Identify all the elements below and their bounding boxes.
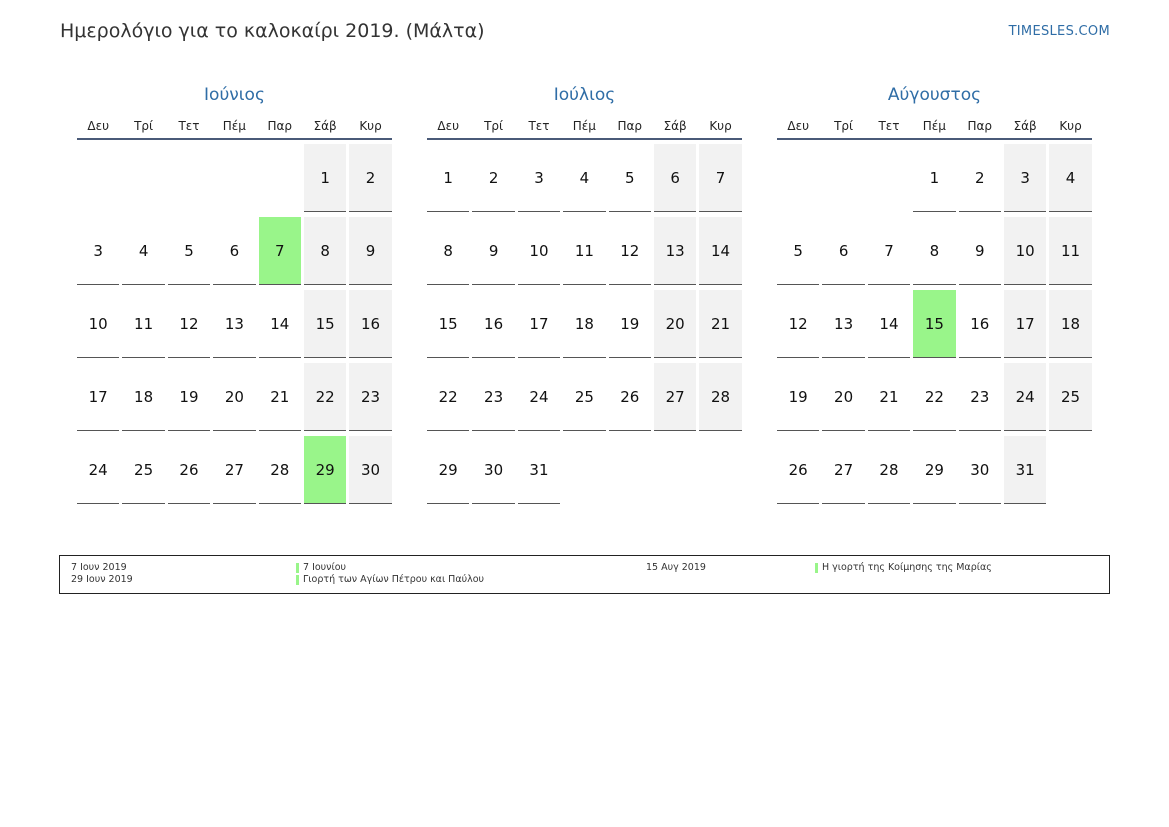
day-cell: 13 bbox=[654, 217, 696, 285]
empty-cell bbox=[77, 144, 119, 212]
week-row bbox=[777, 217, 1092, 285]
day-cell: 21 bbox=[699, 290, 741, 358]
day-cell: 31 bbox=[518, 436, 560, 504]
day-cell: 12 bbox=[168, 290, 210, 358]
day-cell: 19 bbox=[777, 363, 819, 431]
weekday-label: Δευ bbox=[437, 119, 460, 133]
day-cell: 2 bbox=[472, 144, 514, 212]
day-cell: 23 bbox=[959, 363, 1001, 431]
day-cell: 1 bbox=[427, 144, 469, 212]
day-cell: 15 bbox=[304, 290, 346, 358]
weekday-label: Δευ bbox=[787, 119, 810, 133]
day-cell: 1 bbox=[913, 144, 955, 212]
weekday-label: Τρί bbox=[484, 119, 504, 133]
empty-cell bbox=[122, 144, 164, 212]
weekday-header bbox=[777, 116, 1092, 140]
legend-holiday-name: Η γιορτή της Κοίμησης της Μαρίας bbox=[815, 562, 992, 574]
week-row bbox=[77, 363, 392, 431]
day-cell: 10 bbox=[518, 217, 560, 285]
day-cell: 29 bbox=[304, 436, 346, 504]
day-cell: 15 bbox=[913, 290, 955, 358]
day-cell: 27 bbox=[213, 436, 255, 504]
day-cell: 6 bbox=[654, 144, 696, 212]
day-cell: 30 bbox=[472, 436, 514, 504]
weekday-label: Πέμ bbox=[922, 119, 946, 133]
weekday-label: Πέμ bbox=[222, 119, 246, 133]
day-cell: 20 bbox=[213, 363, 255, 431]
day-grid bbox=[777, 144, 1092, 504]
day-cell: 2 bbox=[349, 144, 391, 212]
week-row bbox=[77, 290, 392, 358]
weekday-label: Σάβ bbox=[663, 119, 687, 133]
empty-cell bbox=[213, 144, 255, 212]
week-row bbox=[777, 144, 1092, 212]
day-cell: 29 bbox=[427, 436, 469, 504]
weekday-header bbox=[77, 116, 392, 140]
empty-cell bbox=[168, 144, 210, 212]
week-row bbox=[777, 363, 1092, 431]
weekday-label: Δευ bbox=[87, 119, 110, 133]
weekday-label: Τετ bbox=[528, 119, 550, 133]
month-calendar bbox=[77, 84, 392, 509]
week-row bbox=[427, 217, 742, 285]
day-cell: 13 bbox=[213, 290, 255, 358]
day-cell: 21 bbox=[259, 363, 301, 431]
day-cell: 9 bbox=[959, 217, 1001, 285]
day-cell: 17 bbox=[77, 363, 119, 431]
week-row bbox=[77, 217, 392, 285]
weekday-label: Παρ bbox=[617, 119, 643, 133]
weekday-label: Κυρ bbox=[1059, 119, 1082, 133]
day-cell: 26 bbox=[609, 363, 651, 431]
day-cell: 5 bbox=[168, 217, 210, 285]
day-cell: 24 bbox=[77, 436, 119, 504]
day-cell: 7 bbox=[259, 217, 301, 285]
weekday-label: Τρί bbox=[134, 119, 154, 133]
day-cell: 13 bbox=[822, 290, 864, 358]
day-cell: 17 bbox=[518, 290, 560, 358]
legend-date: 29 Ιουν 2019 bbox=[71, 574, 133, 585]
week-row bbox=[427, 290, 742, 358]
day-cell: 3 bbox=[518, 144, 560, 212]
day-cell: 25 bbox=[1049, 363, 1091, 431]
day-cell: 12 bbox=[609, 217, 651, 285]
day-cell: 31 bbox=[1004, 436, 1046, 504]
day-cell: 16 bbox=[349, 290, 391, 358]
legend-holiday-name: 7 Ιουνίου bbox=[296, 562, 346, 574]
day-cell: 7 bbox=[868, 217, 910, 285]
day-cell: 27 bbox=[822, 436, 864, 504]
empty-cell bbox=[822, 144, 864, 212]
day-cell: 22 bbox=[304, 363, 346, 431]
day-cell: 23 bbox=[472, 363, 514, 431]
day-cell: 18 bbox=[1049, 290, 1091, 358]
day-grid bbox=[77, 144, 392, 504]
day-cell: 24 bbox=[518, 363, 560, 431]
legend-holiday-name: Γιορτή των Αγίων Πέτρου και Παύλου bbox=[296, 574, 484, 586]
month-name: Αύγουστος bbox=[887, 85, 982, 105]
day-cell: 26 bbox=[777, 436, 819, 504]
day-cell: 9 bbox=[349, 217, 391, 285]
weekday-label: Πέμ bbox=[572, 119, 596, 133]
empty-cell bbox=[868, 144, 910, 212]
weekday-label: Σάβ bbox=[313, 119, 337, 133]
day-cell: 26 bbox=[168, 436, 210, 504]
day-cell: 12 bbox=[777, 290, 819, 358]
legend-date: 15 Αυγ 2019 bbox=[646, 562, 706, 573]
weekday-label: Κυρ bbox=[359, 119, 382, 133]
day-cell: 3 bbox=[77, 217, 119, 285]
day-cell: 2 bbox=[959, 144, 1001, 212]
day-cell: 15 bbox=[427, 290, 469, 358]
day-cell: 8 bbox=[913, 217, 955, 285]
day-cell: 20 bbox=[822, 363, 864, 431]
day-cell: 5 bbox=[777, 217, 819, 285]
day-grid bbox=[427, 144, 742, 504]
day-cell: 5 bbox=[609, 144, 651, 212]
day-cell: 30 bbox=[959, 436, 1001, 504]
weekday-label: Τετ bbox=[178, 119, 200, 133]
site-link[interactable]: TIMESLES.COM bbox=[1008, 24, 1110, 39]
empty-cell bbox=[259, 144, 301, 212]
empty-cell bbox=[699, 436, 741, 504]
day-cell: 22 bbox=[427, 363, 469, 431]
day-cell: 16 bbox=[472, 290, 514, 358]
day-cell: 29 bbox=[913, 436, 955, 504]
holiday-legend bbox=[59, 555, 1110, 594]
day-cell: 23 bbox=[349, 363, 391, 431]
weekday-label: Τρί bbox=[834, 119, 854, 133]
day-cell: 8 bbox=[304, 217, 346, 285]
day-cell: 11 bbox=[1049, 217, 1091, 285]
weekday-header bbox=[427, 116, 742, 140]
week-row bbox=[427, 363, 742, 431]
empty-cell bbox=[777, 144, 819, 212]
weekday-label: Τετ bbox=[878, 119, 900, 133]
day-cell: 14 bbox=[259, 290, 301, 358]
day-cell: 10 bbox=[77, 290, 119, 358]
month-calendar bbox=[427, 84, 742, 509]
day-cell: 28 bbox=[259, 436, 301, 504]
week-row bbox=[427, 144, 742, 212]
legend-date: 7 Ιουν 2019 bbox=[71, 562, 127, 573]
day-cell: 6 bbox=[822, 217, 864, 285]
day-cell: 4 bbox=[122, 217, 164, 285]
page-title: Ημερολόγιο για το καλοκαίρι 2019. (Μάλτα) bbox=[60, 20, 485, 42]
day-cell: 7 bbox=[699, 144, 741, 212]
week-row bbox=[77, 436, 392, 504]
month-calendar bbox=[777, 84, 1092, 509]
month-name: Ιούνιος bbox=[204, 85, 265, 105]
day-cell: 27 bbox=[654, 363, 696, 431]
day-cell: 17 bbox=[1004, 290, 1046, 358]
day-cell: 11 bbox=[122, 290, 164, 358]
day-cell: 16 bbox=[959, 290, 1001, 358]
day-cell: 19 bbox=[609, 290, 651, 358]
weekday-label: Κυρ bbox=[709, 119, 732, 133]
day-cell: 20 bbox=[654, 290, 696, 358]
day-cell: 19 bbox=[168, 363, 210, 431]
day-cell: 28 bbox=[699, 363, 741, 431]
month-name: Ιούλιος bbox=[553, 85, 616, 105]
weekday-label: Παρ bbox=[267, 119, 293, 133]
day-cell: 9 bbox=[472, 217, 514, 285]
empty-cell bbox=[1049, 436, 1091, 504]
day-cell: 30 bbox=[349, 436, 391, 504]
day-cell: 22 bbox=[913, 363, 955, 431]
empty-cell bbox=[609, 436, 651, 504]
day-cell: 4 bbox=[1049, 144, 1091, 212]
day-cell: 11 bbox=[563, 217, 605, 285]
day-cell: 14 bbox=[699, 217, 741, 285]
weekday-label: Παρ bbox=[967, 119, 993, 133]
day-cell: 4 bbox=[563, 144, 605, 212]
day-cell: 14 bbox=[868, 290, 910, 358]
week-row bbox=[427, 436, 742, 504]
day-cell: 24 bbox=[1004, 363, 1046, 431]
day-cell: 18 bbox=[122, 363, 164, 431]
week-row bbox=[777, 290, 1092, 358]
empty-cell bbox=[654, 436, 696, 504]
day-cell: 21 bbox=[868, 363, 910, 431]
day-cell: 3 bbox=[1004, 144, 1046, 212]
day-cell: 6 bbox=[213, 217, 255, 285]
day-cell: 25 bbox=[563, 363, 605, 431]
week-row bbox=[77, 144, 392, 212]
empty-cell bbox=[563, 436, 605, 504]
day-cell: 1 bbox=[304, 144, 346, 212]
day-cell: 18 bbox=[563, 290, 605, 358]
day-cell: 25 bbox=[122, 436, 164, 504]
day-cell: 8 bbox=[427, 217, 469, 285]
day-cell: 28 bbox=[868, 436, 910, 504]
week-row bbox=[777, 436, 1092, 504]
day-cell: 10 bbox=[1004, 217, 1046, 285]
weekday-label: Σάβ bbox=[1013, 119, 1037, 133]
